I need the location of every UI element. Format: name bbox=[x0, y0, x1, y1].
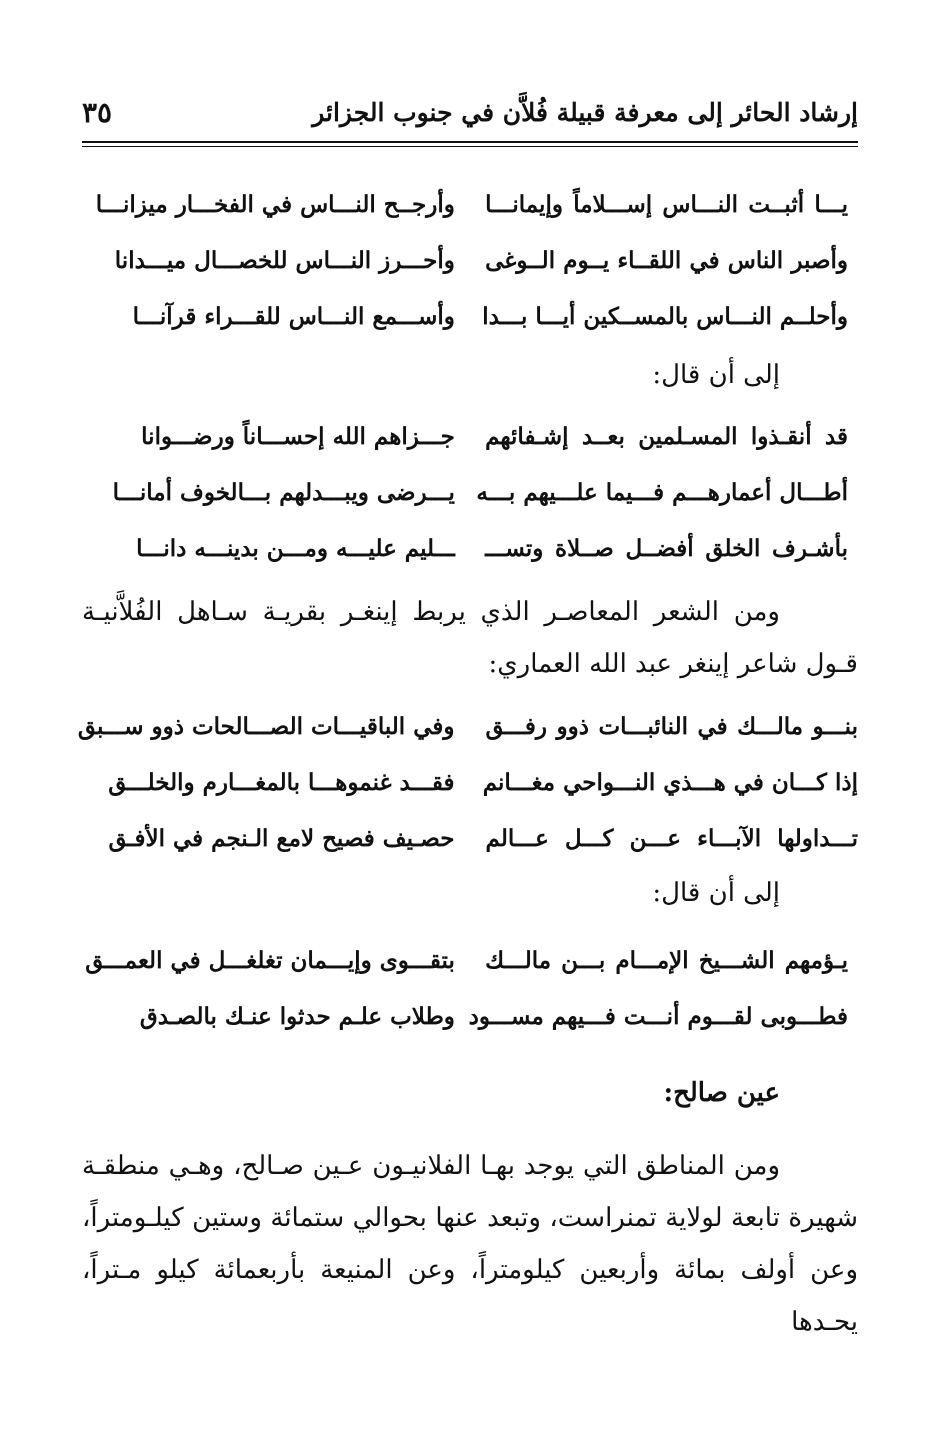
verse-first-hemistich: يـؤمهم الشـــيخ الإمـــام بـــن مالـــك bbox=[485, 946, 848, 974]
verse-first-hemistich: أطـــال أعمارهـــم فـــيما علـــيهم بـــه bbox=[476, 478, 848, 506]
running-title: إرشاد الحائر إلى معرفة قبيلة فُلاَّن في جنوب الجزائر bbox=[312, 98, 858, 127]
verse-line bbox=[82, 754, 858, 810]
verse-second-hemistich: يـــرضى ويبـــدلهم بـــالخوف أمانـــا bbox=[112, 478, 455, 506]
verse-second-hemistich: جـــزاهم الله إحســـاناً ورضـــوانا bbox=[141, 422, 455, 450]
verse-first-hemistich: وأحلــم النـــاس بالمســكين أيـــا بـــدا bbox=[482, 302, 848, 330]
continuation-label: إلى أن قال: bbox=[652, 878, 780, 908]
verse-second-hemistich: فقـــد غنموهـــا بالمغـــارم والخلـــق bbox=[108, 768, 455, 796]
poem-block-4 bbox=[85, 932, 848, 1044]
verse-line bbox=[92, 232, 848, 288]
verse-line bbox=[85, 932, 848, 988]
verse-second-hemistich: وأحـــرز النـــاس للخصـــال ميـــدانا bbox=[114, 246, 455, 274]
paragraph-text: ومن الشعر المعاصـر الذي يربط إينغـر بقريـة سـاهل الفُلاَّنيـة قـول شاعر إينغر عبد الله العماري: bbox=[82, 597, 858, 679]
page-header bbox=[82, 96, 858, 136]
paragraph bbox=[82, 586, 858, 690]
poem-block-1 bbox=[92, 176, 848, 344]
poem-block-3 bbox=[77, 698, 858, 866]
verse-second-hemistich: وطلاب علـم حدثوا عنـك بالصـدق bbox=[139, 1002, 455, 1030]
verse-line bbox=[92, 408, 848, 464]
verse-line bbox=[82, 810, 858, 866]
verse-line bbox=[77, 698, 858, 754]
verse-first-hemistich: بنـــو مالـــك في النائبـــات ذوو رفـــق bbox=[485, 712, 858, 740]
verse-first-hemistich: وأصبر الناس في اللقــاء يــوم الــوغى bbox=[485, 246, 848, 274]
verse-second-hemistich: وأرجــح النـــاس في الفخـــار ميزانـــا bbox=[95, 190, 455, 218]
section-heading: عين صالح: bbox=[663, 1078, 780, 1108]
paragraph-text: ومن المناطق التي يوجد بهـا الفلانيـون عـين صـالح، وهـي منطقـة شهيرة تابعة لولاية تمنراست، وتبعد عنها بحوالي ستمائة وستين كيلـومتراً، وعن أولف بمائة وأربعين كيلومتراً، وعن المنيعة بأربعمائة كيلو مـتراً، يحـدها bbox=[82, 1151, 858, 1337]
verse-second-hemistich: وأســـمع النـــاس للقـــراء قرآنـــا bbox=[132, 302, 455, 330]
verse-line bbox=[92, 176, 848, 232]
verse-first-hemistich: إذا كـــان في هـــذي النـــواحي مغـــانم bbox=[482, 768, 858, 796]
poem-block-2 bbox=[92, 408, 848, 576]
continuation-label: إلى أن قال: bbox=[652, 360, 780, 390]
verse-first-hemistich: قد أنقـذوا المسـلمين بعــد إشـفائهم bbox=[485, 422, 848, 450]
verse-line bbox=[92, 464, 848, 520]
verse-first-hemistich: يـــا أثبــت النـــاس إســـلاماً وإيمانـــا bbox=[485, 190, 848, 218]
verse-second-hemistich: وفي الباقيـــات الصـــالحات ذوو ســـبق bbox=[77, 712, 455, 740]
verse-line bbox=[92, 288, 848, 344]
verse-first-hemistich: فطـــوبى لقـــوم أنـــت فـــيهم مســـود bbox=[468, 1002, 848, 1030]
paragraph bbox=[82, 1140, 858, 1348]
verse-first-hemistich: تـــداولها الآبـــاء عـــن كـــل عـــالم bbox=[485, 824, 858, 852]
header-rule bbox=[82, 141, 858, 147]
page-number: ٣٥ bbox=[82, 96, 113, 129]
verse-second-hemistich: ـــليم عليـــه ومـــن بدينـــه دانـــا bbox=[136, 534, 455, 562]
verse-second-hemistich: بتقـــوى وإيـــمان تغلغـــل في العمـــق bbox=[85, 946, 455, 974]
verse-line bbox=[92, 988, 848, 1044]
verse-line bbox=[92, 520, 848, 576]
verse-second-hemistich: حصـيف فصيح لامع الـنجم في الأفـق bbox=[108, 824, 455, 852]
verse-first-hemistich: بأشـرف الخلق أفضــل صــلاة وتســـ bbox=[485, 534, 848, 562]
